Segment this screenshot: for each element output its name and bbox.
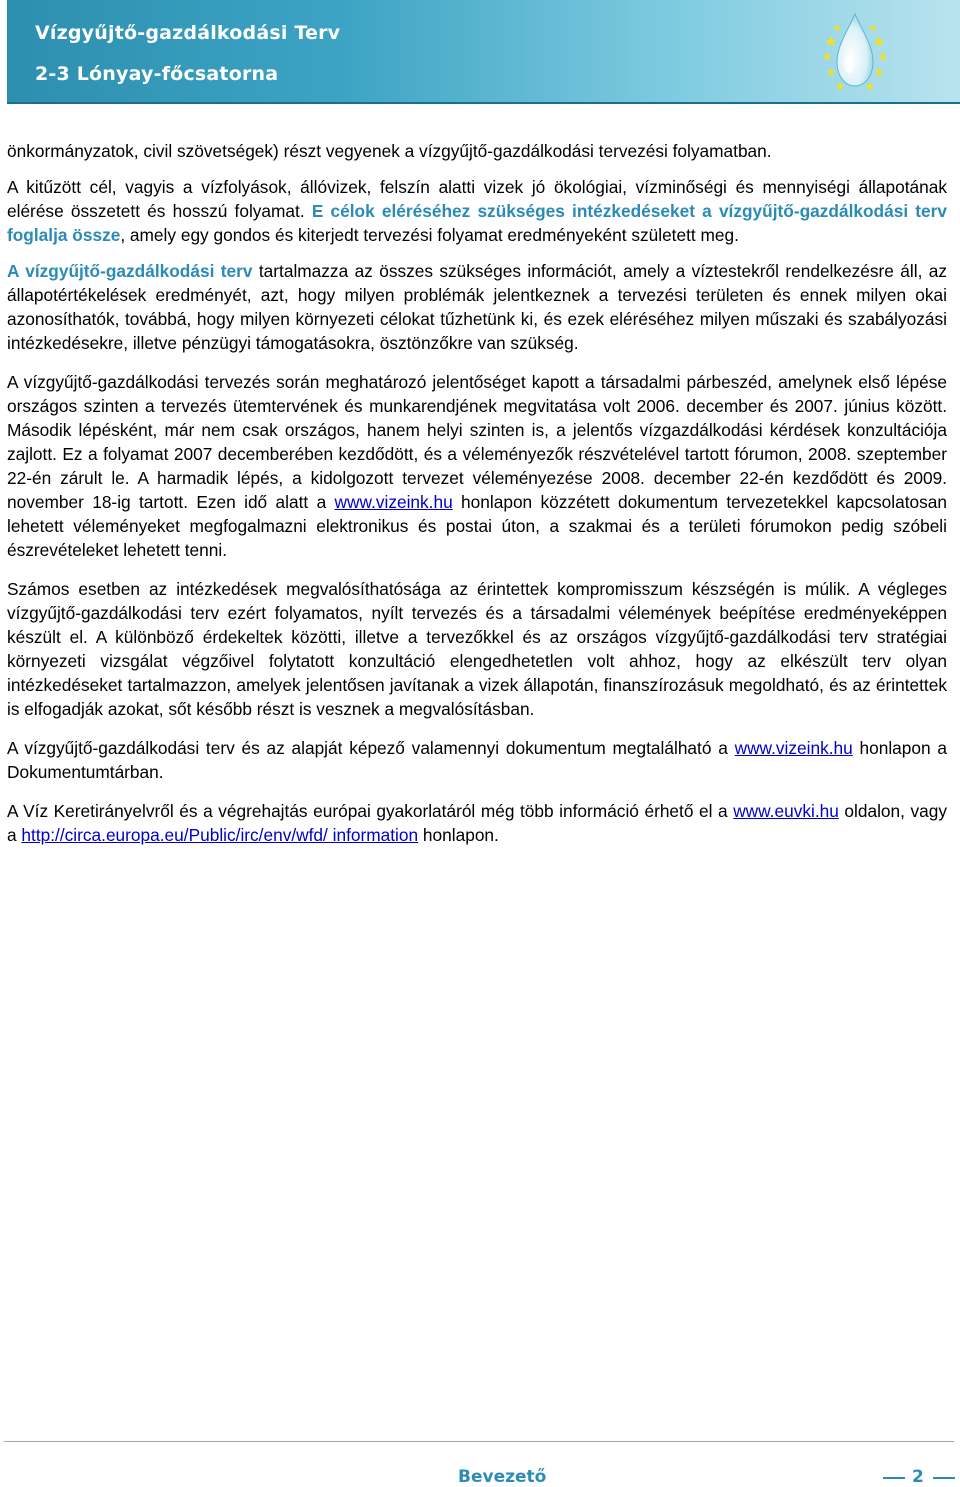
document-title: Vízgyűjtő-gazdálkodási Terv	[35, 22, 341, 44]
paragraph-5	[7, 577, 947, 721]
header-banner	[7, 0, 960, 104]
footer-section-title: Bevezető	[458, 1467, 547, 1487]
vizeink-link[interactable]: www.vizeink.hu	[334, 492, 453, 512]
paragraph-4	[7, 370, 947, 562]
paragraph-6-tail: honlapon a Dokumentumtárban.	[7, 738, 947, 782]
paragraph-3-text: tartalmazza az összes szükséges információt, amely a víztestekről rendelkezésre áll, az állapotértékelések eredményét, azt, hogy milyen problémák jelentkeznek a tervezési területen és ennek milyen okai azonosíthatók, továbbá, hogy milyen környezeti célokat tűzhetünk ki, és ezek eléréséhez milyen műszaki és szabályozási intézkedésekre, illetve pénzügyi támogatásokra, ösztönzőkre van szükség.	[7, 261, 948, 353]
paragraph-3	[7, 259, 947, 355]
paragraph-2-text: A kitűzött cél, vagyis a vízfolyások, állóvizek, felszín alatti vizek jó ökológiai, vízminőségi és mennyiségi állapotának elérése összetett és hosszú folyamat.	[7, 177, 947, 221]
paragraph-3-highlight: A vízgyűjtő-gazdálkodási terv	[7, 261, 253, 281]
paragraph-7-mid: oldalon, vagy a	[7, 801, 947, 845]
paragraph-4-text: A vízgyűjtő-gazdálkodási tervezés során meghatározó jelentőséget kapott a társadalmi párbeszéd, amelynek első lépése országos szinten a tervezés ütemtervének és munkarendjének megvitatása volt 2006. december és 2007. június között. Második lépésként, már nem csak országos, hanem helyi szinten is, a jelentős vízgazdálkodási kérdések konzultációja zajlott. Ez a folyamat 2007 decemberében kezdődött, és a véleményezők részvételével tartott fórumon, 2008. szeptember 22-én zárult le. A harmadik lépés, a kidolgozott tervezet véleményezése 2008. december 22-én kezdődött és 2009. november 18-ig tartott. Ezen idő alatt a	[7, 372, 947, 512]
circa-europa-link[interactable]: http://circa.europa.eu/Public/irc/env/wfd/ information	[21, 825, 419, 845]
paragraph-4-tail: honlapon közzétett dokumentum tervezetekkel kapcsolatosan lehetett véleményeket megfogalmazni elektronikus és postai úton, a szakmai és a területi fórumokon pedig szóbeli észrevételeket lehetett tenni.	[7, 492, 947, 560]
paragraph-1-text: önkormányzatok, civil szövetségek) részt vegyenek a vízgyűjtő-gazdálkodási tervezési folyamatban.	[7, 141, 772, 161]
paragraph-6-text: A vízgyűjtő-gazdálkodási terv és az alapját képező valamennyi dokumentum megtalálható a	[7, 738, 735, 758]
euvki-link[interactable]: www.euvki.hu	[733, 801, 839, 821]
footer-divider	[4, 1441, 954, 1442]
footer-dash-left	[883, 1477, 905, 1479]
paragraph-2	[7, 175, 947, 247]
paragraph-2-highlight: E célok eléréséhez szükséges intézkedéseket a vízgyűjtő-gazdálkodási terv foglalja össze	[7, 201, 947, 245]
paragraph-7-tail: honlapon.	[418, 825, 499, 845]
paragraph-7-text: A Víz Keretirányelvről és a végrehajtás európai gyakorlatáról még több információ érhető el a	[7, 801, 734, 821]
paragraph-6	[7, 736, 947, 784]
page-number: 2	[912, 1467, 924, 1487]
paragraph-5-text: Számos esetben az intézkedések megvalósíthatósága az érintettek kompromisszum készségén is múlik. A végleges vízgyűjtő-gazdálkodási terv ezért folyamatos, nyílt tervezés és a társadalmi vélemények beépítése eredményeképpen készült el. A különböző érdekeltek közötti, illetve a tervezőkkel és az országos vízgyűjtő-gazdálkodási terv stratégiai környezeti vizsgálat végzőivel folytatott konzultáció elengedhetetlen volt ahhoz, hogy az elkészült terv olyan intézkedéseket tartalmazzon, amelyek jelentősen javítanak a vizek állapotán, finanszírozásuk megoldható, és az érintettek is elfogadják azokat, sőt később részt is vesznek a megvalósításban.	[7, 579, 947, 719]
paragraph-1	[7, 139, 947, 163]
document-body	[7, 139, 947, 847]
paragraph-2-tail: , amely egy gondos és kiterjedt tervezési folyamat eredményeként született meg.	[120, 225, 739, 245]
paragraph-7	[7, 799, 947, 847]
vizeink-link[interactable]: www.vizeink.hu	[734, 738, 853, 758]
footer-dash-right	[933, 1477, 955, 1479]
water-drop-eu-stars-icon	[807, 6, 903, 98]
document-subtitle: 2-3 Lónyay-főcsatorna	[35, 63, 279, 85]
